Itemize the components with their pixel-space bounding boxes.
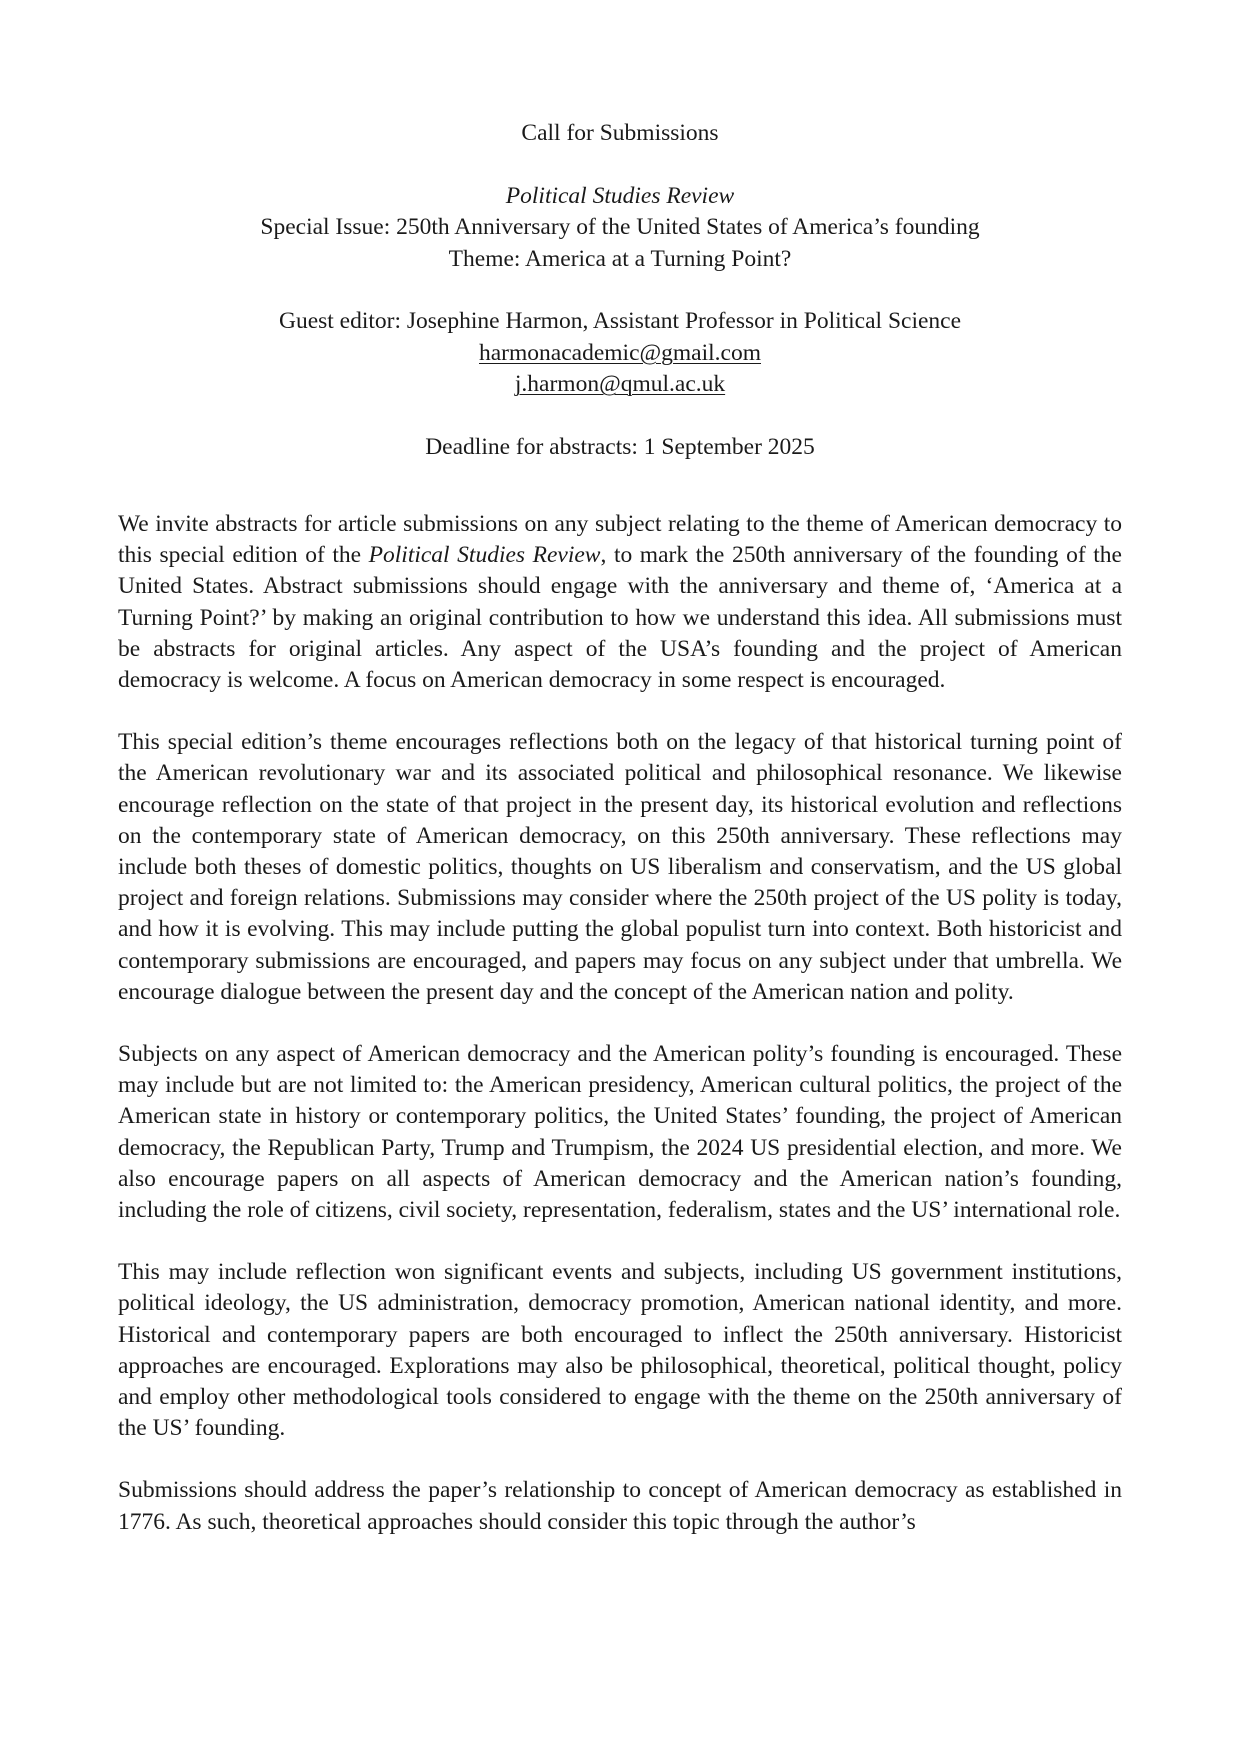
theme-line: Theme: America at a Turning Point? [448, 245, 792, 272]
document-title: Call for Submissions [521, 120, 719, 146]
paragraph-theme: This special edition’s theme encourages reflections both on the legacy of that historical turning point of the American revolutionary war and its associated political and philosophical resonance. We likewise encourage reflection on the state of that project in the present day, its historical evolution and reflections on the contemporary state of American democracy, on this 250th anniversary. These reflections may include both theses of domestic politics, thoughts on US liberalism and conservatism, and the US global project and foreign relations. Submissions may consider where the 250th project of the US polity is today, and how it is evolving. This may include putting the global populist turn into context. Both historicist and contemporary submissions are encouraged, and papers may focus on any subject under that umbrella. We encourage dialogue between the present day and the concept of the American nation and polity. [118, 729, 1122, 1005]
email-link-gmail[interactable]: harmonacademic@gmail.com [479, 339, 761, 366]
paragraph-subjects: Subjects on any aspect of American democracy and the American polity’s founding is encouraged. These may include but are not limited to: the American presidency, American cultural politics, the project of the American state in history or contemporary politics, the United States’ founding, the project of American democracy, the Republican Party, Trump and Trumpism, the 2024 US presidential election, and more. We also encourage papers on all aspects of American democracy and the American nation’s founding, including the role of citizens, civil society, representation, federalism, states and the US’ international role. [118, 1041, 1122, 1224]
email-line-1 [118, 338, 1122, 370]
paragraph-intro [118, 509, 1122, 696]
email-link-qmul[interactable]: j.harmon@qmul.ac.uk [514, 371, 726, 397]
email-line-2 [118, 369, 1122, 401]
document-page [118, 118, 1122, 1569]
guest-editor-line: Guest editor: Josephine Harmon, Assistant Professor in Political Science [278, 308, 962, 334]
paragraph-intro-text-a: We invite abstracts for article submissions on any subject relating to the theme of American democracy to this special edition of the [118, 511, 1122, 569]
paragraph-reflection: This may include reflection won significant events and subjects, including US government institutions, political ideology, the US administration, democracy promotion, American national identity, and more. Historical and contemporary papers are both encouraged to inflect the 250th anniversary. Historicist approaches are encouraged. Explorations may also be philosophical, theoretical, political thought, policy and employ other methodological tools considered to engage with the theme on the 250th anniversary of the US’ founding. [118, 1259, 1122, 1442]
special-issue-line: Special Issue: 250th Anniversary of the United States of America’s founding [260, 214, 980, 240]
journal-name-inline: Political Studies Review [368, 542, 601, 569]
paragraph-submissions: Submissions should address the paper’s relationship to concept of American democracy as established in 1776. As such, theoretical approaches should consider this topic through the author’s [118, 1477, 1122, 1535]
deadline-line: Deadline for abstracts: 1 September 2025 [425, 433, 815, 460]
journal-name: Political Studies Review [505, 182, 735, 209]
paragraph-intro-text-b: , to mark the 250th anniversary of the founding of the United States. Abstract submissions should engage with the anniversary and theme of, ‘America at a Turning Point?’ by making an original contribution to how we understand this idea. All submissions must be abstracts for original articles. Any aspect of the USA’s founding and the project of American democracy is welcome. A focus on American democracy in some respect is encouraged. [118, 542, 1122, 694]
